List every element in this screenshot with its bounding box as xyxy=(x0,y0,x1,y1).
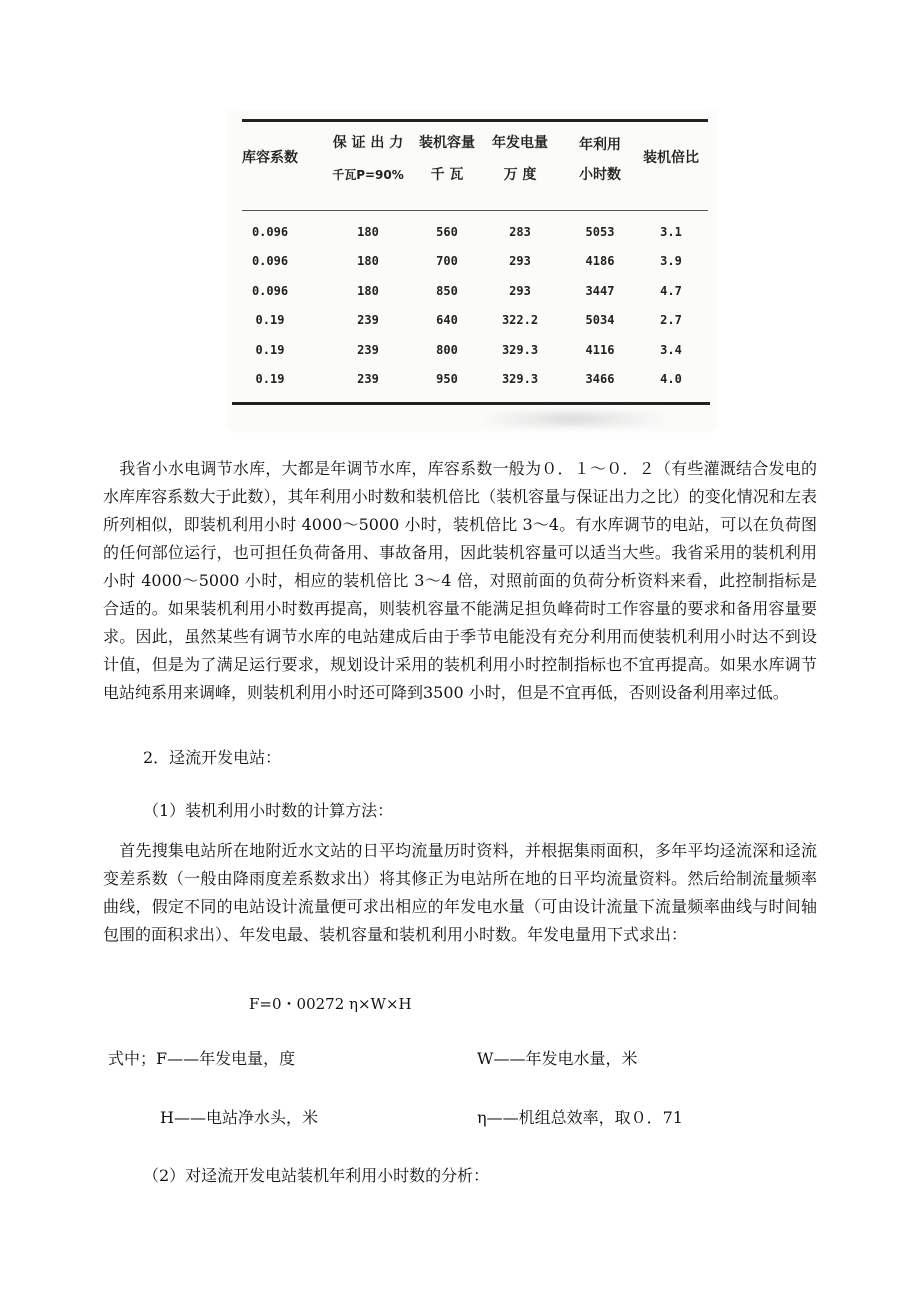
table-cell: 322.2 xyxy=(501,313,539,327)
table-cell: 283 xyxy=(509,225,531,239)
where-w-definition: W——年发电水量，米 xyxy=(477,1049,638,1068)
table-header-cell: 万 度 xyxy=(503,167,537,183)
paragraph-method: 首先搜集电站所在地附近水文站的日平均流量历时资料，并根据集雨面积，多年平均迳流深和迳流变差系数（一般由降雨度差系数求出）将其修正为电站所在地的日平均流量资料。然后给制流量频率曲线，假定不同的电站设计流量便可求出相应的年发电水量（可由设计流量下流量频率曲线与时间轴包围的面积求出）、年发电最、装机容量和装机利用小时数。年发电量用下式求出： xyxy=(103,841,817,944)
table-cell: 640 xyxy=(436,313,458,327)
table-cell: 5053 xyxy=(585,225,615,239)
table-cell: 850 xyxy=(436,284,458,298)
table-cell: 3.1 xyxy=(660,225,682,239)
subheading-calculation-method: （1）装机利用小时数的计算方法： xyxy=(143,801,394,820)
table-cell: 239 xyxy=(357,313,379,327)
data-table xyxy=(228,112,716,430)
table-header-cell: 小时数 xyxy=(579,167,621,183)
table-cell: 3.9 xyxy=(660,254,682,268)
where-eta-definition: η——机组总效率，取０．71 xyxy=(477,1108,683,1127)
table-cell: 0.19 xyxy=(255,372,285,386)
table-cell: 293 xyxy=(509,254,531,268)
table-cell: 329.3 xyxy=(501,372,539,386)
table-cell: 700 xyxy=(436,254,458,268)
where-h-definition: H——电站净水头，米 xyxy=(160,1108,318,1127)
table-cell: 180 xyxy=(357,225,379,239)
table-cell: 329.3 xyxy=(501,343,539,357)
table-header-cell: 年利用 xyxy=(579,137,621,153)
table-cell: 180 xyxy=(357,254,379,268)
table-header-cell: 年发电量 xyxy=(492,135,548,151)
table-cell: 0.096 xyxy=(251,225,289,239)
table-cell: 0.19 xyxy=(255,343,285,357)
table-header-cell: 库容系数 xyxy=(242,150,298,166)
table-header-cell: 装机容量 xyxy=(419,135,475,151)
section-heading-runoff: 2．迳流开发电站： xyxy=(143,748,282,767)
table-cell: 3.4 xyxy=(660,343,682,357)
table-header-cell: 保 证 出 力 xyxy=(332,135,404,151)
table-cell: 239 xyxy=(357,372,379,386)
formula-annual-energy: F=0・00272 η×W×H xyxy=(249,995,412,1013)
subheading-runoff-analysis: （2）对迳流开发电站装机年利用小时数的分析： xyxy=(143,1166,490,1185)
table-cell: 293 xyxy=(509,284,531,298)
table-cell: 4116 xyxy=(585,343,615,357)
table-cell: 2.7 xyxy=(660,313,682,327)
table-cell: 0.096 xyxy=(251,284,289,298)
table-cell: 950 xyxy=(436,372,458,386)
paragraph-reservoir: 我省小水电调节水库，大都是年调节水库，库容系数一般为０．１～０．２（有些灌溉结合发电的水库库容系数大于此数），其年利用小时数和装机倍比（装机容量与保证出力之比）的变化情况和左表所列相似，即装机利用小时 4000～5000 小时，装机倍比 3～4。有水库调节的电站，可以在负荷图的任何部位运行，也可担任负荷备用、事故备用，因此装机容量可以适当大些。我省采用的装机利用小时 4000～5000 小时，相应的装机倍比 3～4 倍，对照前面的负荷分析资料来看，此控制指标是合适的。如果装机利用小时数再提高，则装机容量不能满足担负峰荷时工作容量的要求和备用容量要求。因此，虽然某些有调节水库的电站建成后由于季节电能没有充分利用而使装机利用小时达不到设计值，但是为了满足运行要求，规划设计采用的装机利用小时控制指标也不宜再提高。如果水库调节电站纯系用来调峰，则装机利用小时还可降到3500 小时，但是不宜再低，否则设备利用率过低。 xyxy=(103,459,817,702)
table-cell: 239 xyxy=(357,343,379,357)
table-cell: 3447 xyxy=(585,284,615,298)
table-cell: 180 xyxy=(357,284,379,298)
where-f-definition: 式中；F——年发电量，度 xyxy=(108,1049,296,1068)
table-cell: 4186 xyxy=(585,254,615,268)
table-cell: 3466 xyxy=(585,372,615,386)
table-cell: 5034 xyxy=(585,313,615,327)
data-table-figure xyxy=(228,112,716,430)
table-cell: 4.0 xyxy=(660,372,682,386)
table-cell: 0.19 xyxy=(255,313,285,327)
table-cell: 560 xyxy=(436,225,458,239)
table-header-cell: 装机倍比 xyxy=(643,150,699,166)
table-cell: 0.096 xyxy=(251,254,289,268)
table-header-cell: 千 瓦 xyxy=(430,167,464,183)
table-cell: 800 xyxy=(436,343,458,357)
table-header-cell: 千瓦P=90% xyxy=(332,168,404,182)
table-cell: 4.7 xyxy=(660,284,682,298)
